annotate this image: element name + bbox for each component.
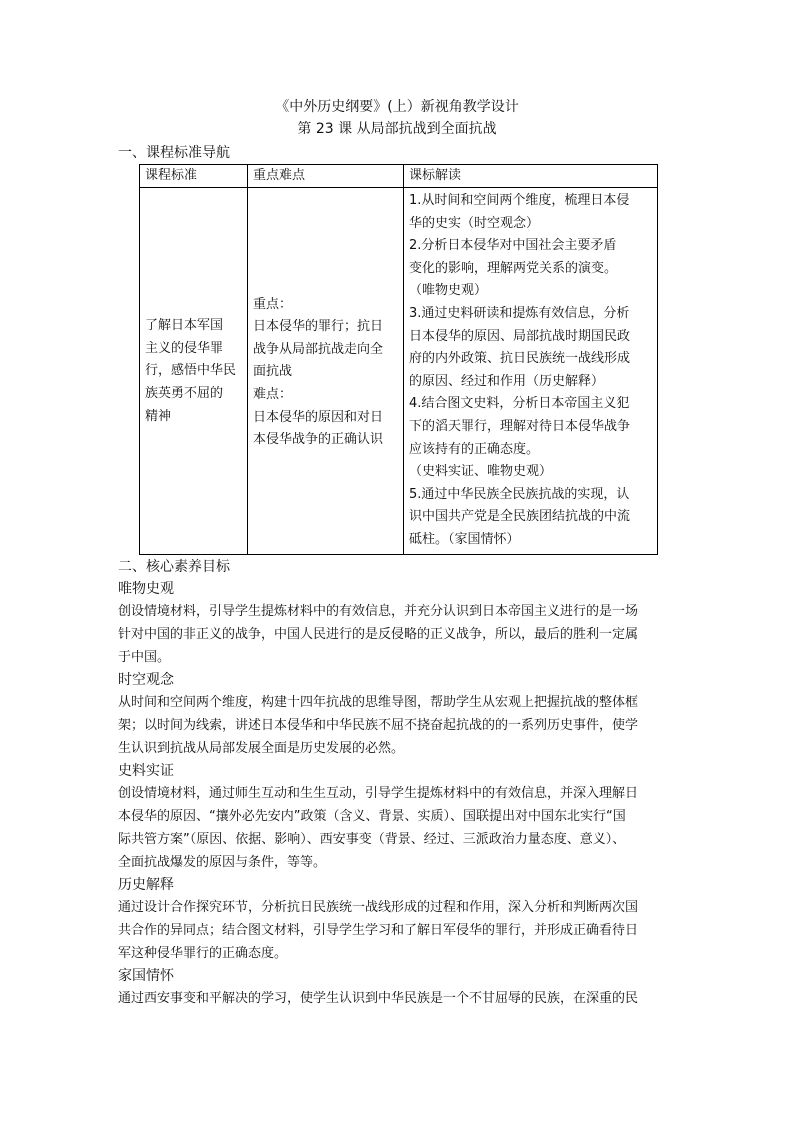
cell-line: （史料实证、唯物史观）	[409, 464, 553, 480]
cell-line: 华的史实（时空观念）	[409, 215, 540, 231]
table-header-cell: 课程标准	[140, 165, 248, 188]
objective-title: 史料实证	[118, 763, 174, 779]
objective-paragraph	[118, 987, 678, 1010]
core-literacy-section	[118, 556, 678, 1010]
section-heading-core-literacy: 二、核心素养目标	[118, 559, 230, 575]
cell-line: 砥柱。（家国情怀）	[409, 531, 520, 547]
cell-line: 面抗战	[253, 364, 293, 380]
paragraph-line: 于中国。	[118, 650, 171, 665]
cell-line: 日本侵华的原因、局部抗战时期国民政	[409, 328, 631, 344]
paragraph-line: 针对中国的非正义的战争，中国人民进行的是反侵略的正义战争，所以，最后的胜利一定属	[118, 627, 639, 642]
cell-line: 了解日本军国	[145, 318, 224, 334]
paragraph-line: 本侵华的原因、“攘外必先安内”政策（含义、背景、实质）、国联提出对中国东北实行“国	[118, 809, 626, 824]
cell-line: 日本侵华的罪行；抗日	[253, 319, 384, 335]
cell-line: 本侵华战争的正确认识	[253, 432, 384, 448]
table-header-cell: 重点难点	[248, 165, 404, 188]
key-points-cell	[248, 188, 404, 555]
interpretation-cell	[404, 188, 658, 555]
cell-line: 4.结合图文史料，分析日本帝国主义犯	[409, 396, 630, 412]
cell-line: 行，感悟中华民	[145, 363, 237, 379]
objective-paragraph	[118, 600, 678, 669]
paragraph-line: 全面抗战爆发的原因与条件，等等。	[118, 855, 327, 870]
cell-line: 日本侵华的原因和对日	[253, 409, 384, 425]
cell-line: 主义的侵华罪	[145, 340, 224, 356]
cell-line: 府的内外政策、抗日民族统一战线形成	[409, 351, 631, 367]
table-header-cell: 课标解读	[404, 165, 658, 188]
objective-title: 唯物史观	[118, 581, 174, 597]
cell-line: （唯物史观）	[409, 283, 488, 299]
paragraph-line: 从时间和空间两个维度，构建十四年抗战的思维导图，帮助学生从宏观上把握抗战的整体框	[118, 695, 639, 710]
standard-cell	[140, 188, 248, 555]
paragraph-line: 生认识到抗战从局部发展全面是历史发展的必然。	[118, 741, 405, 756]
cell-line: 应该持有的正确态度。	[409, 441, 540, 457]
cell-line: 族英勇不屈的	[145, 386, 224, 402]
objective-paragraph	[118, 896, 678, 965]
objective-title: 时空观念	[118, 672, 174, 688]
table-row	[140, 188, 658, 555]
cell-line: 难点：	[253, 387, 293, 403]
paragraph-line: 共合作的异同点；结合图文材料，引导学生学习和了解日军侵华的罪行，并形成正确看待日	[118, 923, 639, 938]
cell-line: 重点：	[253, 296, 293, 312]
cell-line: 识中国共产党是全民族团结抗战的中流	[409, 509, 631, 525]
objective-paragraph	[118, 691, 678, 760]
curriculum-standards-table	[139, 164, 658, 555]
cell-line: 的原因、经过和作用（历史解释）	[409, 373, 605, 389]
objective-paragraph	[118, 782, 678, 874]
paragraph-line: 通过西安事变和平解决的学习，使学生认识到中华民族是一个不甘屈辱的民族，在深重的民	[118, 991, 639, 1006]
cell-line: 3.通过史料研读和提炼有效信息，分析	[409, 305, 630, 321]
cell-line: 5.通过中华民族全民族抗战的实现，认	[409, 486, 630, 502]
cell-line: 精神	[145, 408, 172, 424]
cell-line: 战争从局部抗战走向全	[253, 341, 384, 357]
lesson-subtitle: 第 23 课 从局部抗战到全面抗战	[297, 121, 497, 137]
paragraph-line: 架；以时间为线索，讲述日本侵华和中华民族不屈不挠奋起抗战的的一系列历史事件，使学	[118, 718, 639, 733]
cell-line: 2.分析日本侵华对中国社会主要矛盾	[409, 238, 617, 254]
objective-title: 历史解释	[118, 877, 174, 893]
cell-line: 下的滔天罪行，理解对待日本侵华战争	[409, 418, 631, 434]
paragraph-line: 军这种侵华罪行的正确态度。	[118, 946, 288, 961]
cell-line: 变化的影响，理解两党关系的演变。	[409, 260, 618, 276]
section-heading-curriculum: 一、课程标准导航	[118, 145, 230, 161]
cell-line: 1.从时间和空间两个维度，梳理日本侵	[409, 193, 630, 208]
paragraph-line: 创设情境材料，通过师生互动和生生互动，引导学生提炼材料中的有效信息，并深入理解日	[118, 786, 639, 801]
objective-title: 家国情怀	[118, 968, 174, 984]
paragraph-line: 际共管方案”（原因、依据、影响）、西安事变（背景、经过、三派政治力量态度、意义）、	[118, 832, 626, 847]
paragraph-line: 创设情境材料，引导学生提炼材料中的有效信息，并充分认识到日本帝国主义进行的是一场	[118, 604, 639, 619]
document-title: 《中外历史纲要》(上）新视角教学设计	[275, 99, 519, 115]
table-header-row	[140, 165, 658, 188]
paragraph-line: 通过设计合作探究环节，分析抗日民族统一战线形成的过程和作用，深入分析和判断两次国	[118, 900, 639, 915]
